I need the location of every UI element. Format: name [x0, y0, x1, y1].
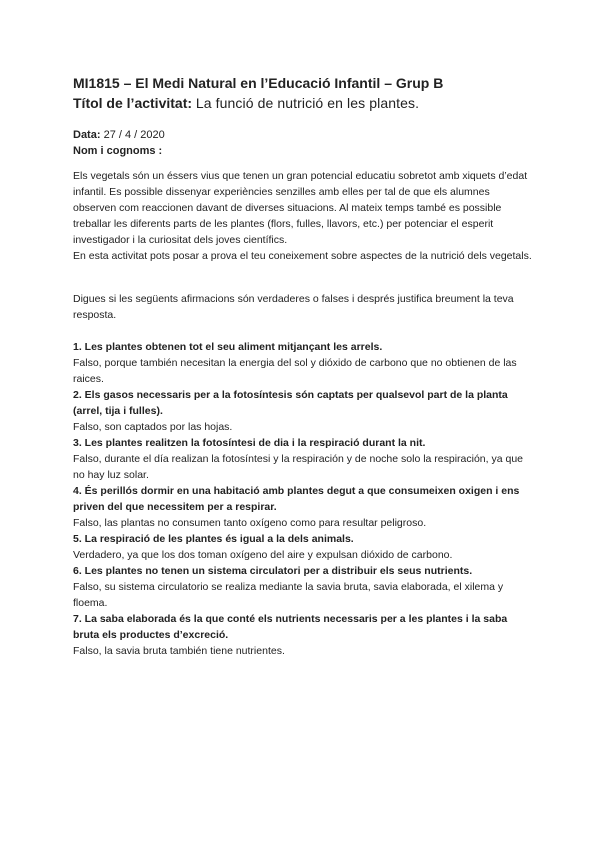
answer-text: Falso, son captados por las hojas. [73, 421, 233, 433]
intro-paragraph-1: Els vegetals són un éssers vius que tenen un gran potencial educatiu sobretot amb xiquets d’edat infantil. Es possible dissenyar experiències senzilles amb elles per tal de que els alumnes observen com reaccionen davant de diverses situacions. Al mateix temps també es possible treballar les diferents parts de les plantes (flors, fulles, llavors, etc.) per potenciar el esperit investigador i la curiositat dels joves científics. [73, 170, 528, 246]
activity-title [73, 93, 543, 113]
answer-text: Falso, las plantas no consumen tanto oxígeno como para resultar peligroso. [73, 517, 427, 529]
question-item [73, 387, 533, 435]
answer-text: Falso, durante el día realizan la fotosíntesi y la respiración y de noche solo la respiración, ya que no hay luz solar. [73, 453, 524, 481]
date-line [73, 127, 165, 143]
answer-text: Falso, porque también necesitan la energia del sol y dióxido de carbono que no obtienen de las raices. [73, 357, 517, 385]
instructions [73, 291, 533, 323]
question-text: 2. Els gasos necessaris per a la fotosíntesis són captats per qualsevol part de la planta (arrel, tija i fulles). [73, 389, 508, 417]
intro-paragraph-2: En esta activitat pots posar a prova el teu coneixement sobre aspectes de la nutrició dels vegetals. [73, 250, 532, 262]
question-item [73, 563, 533, 611]
question-item [73, 531, 533, 563]
question-text: 6. Les plantes no tenen un sistema circulatori per a distribuir els seus nutrients. [73, 565, 473, 577]
question-text: 7. La saba elaborada és la que conté els nutrients necessaris per a les plantes i la saba bruta els productes d’excreció. [73, 613, 508, 641]
answer-text: Verdadero, ya que los dos toman oxígeno del aire y expulsan dióxido de carbono. [73, 549, 453, 561]
activity-title-value: La funció de nutrició en les plantes. [195, 95, 420, 111]
intro-text [73, 168, 533, 264]
question-text: 5. La respiració de les plantes és igual a la dels animals. [73, 533, 354, 545]
answer-text: Falso, la savia bruta también tiene nutrientes. [73, 645, 285, 657]
answer-text: Falso, su sistema circulatorio se realiza mediante la savia bruta, savia elaborada, el xilema y floema. [73, 581, 504, 609]
question-text: 4. És perillós dormir en una habitació amb plantes degut a que consumeixen oxigen i ens priven del que necessitem per a respirar. [73, 485, 520, 513]
question-item [73, 483, 533, 531]
date-value: 27 / 4 / 2020 [103, 129, 165, 141]
name-label: Nom i cognoms : [73, 145, 163, 157]
date-label: Data: [73, 129, 101, 141]
question-item [73, 435, 533, 483]
question-item [73, 339, 533, 387]
instructions-text: Digues si les següents afirmacions són verdaderes o falses i després justifica breument la teva resposta. [73, 293, 514, 321]
name-line [73, 143, 165, 159]
document-header [73, 73, 543, 113]
meta-info [73, 127, 165, 159]
questions-list [73, 339, 533, 659]
question-text: 1. Les plantes obtenen tot el seu aliment mitjançant les arrels. [73, 341, 383, 353]
question-text: 3. Les plantes realitzen la fotosíntesi de dia i la respiració durant la nit. [73, 437, 426, 449]
question-item [73, 611, 533, 659]
course-title: MI1815 – El Medi Natural en l’Educació Infantil – Grup B [73, 75, 444, 91]
activity-title-label: Títol de l’activitat: [73, 95, 193, 111]
